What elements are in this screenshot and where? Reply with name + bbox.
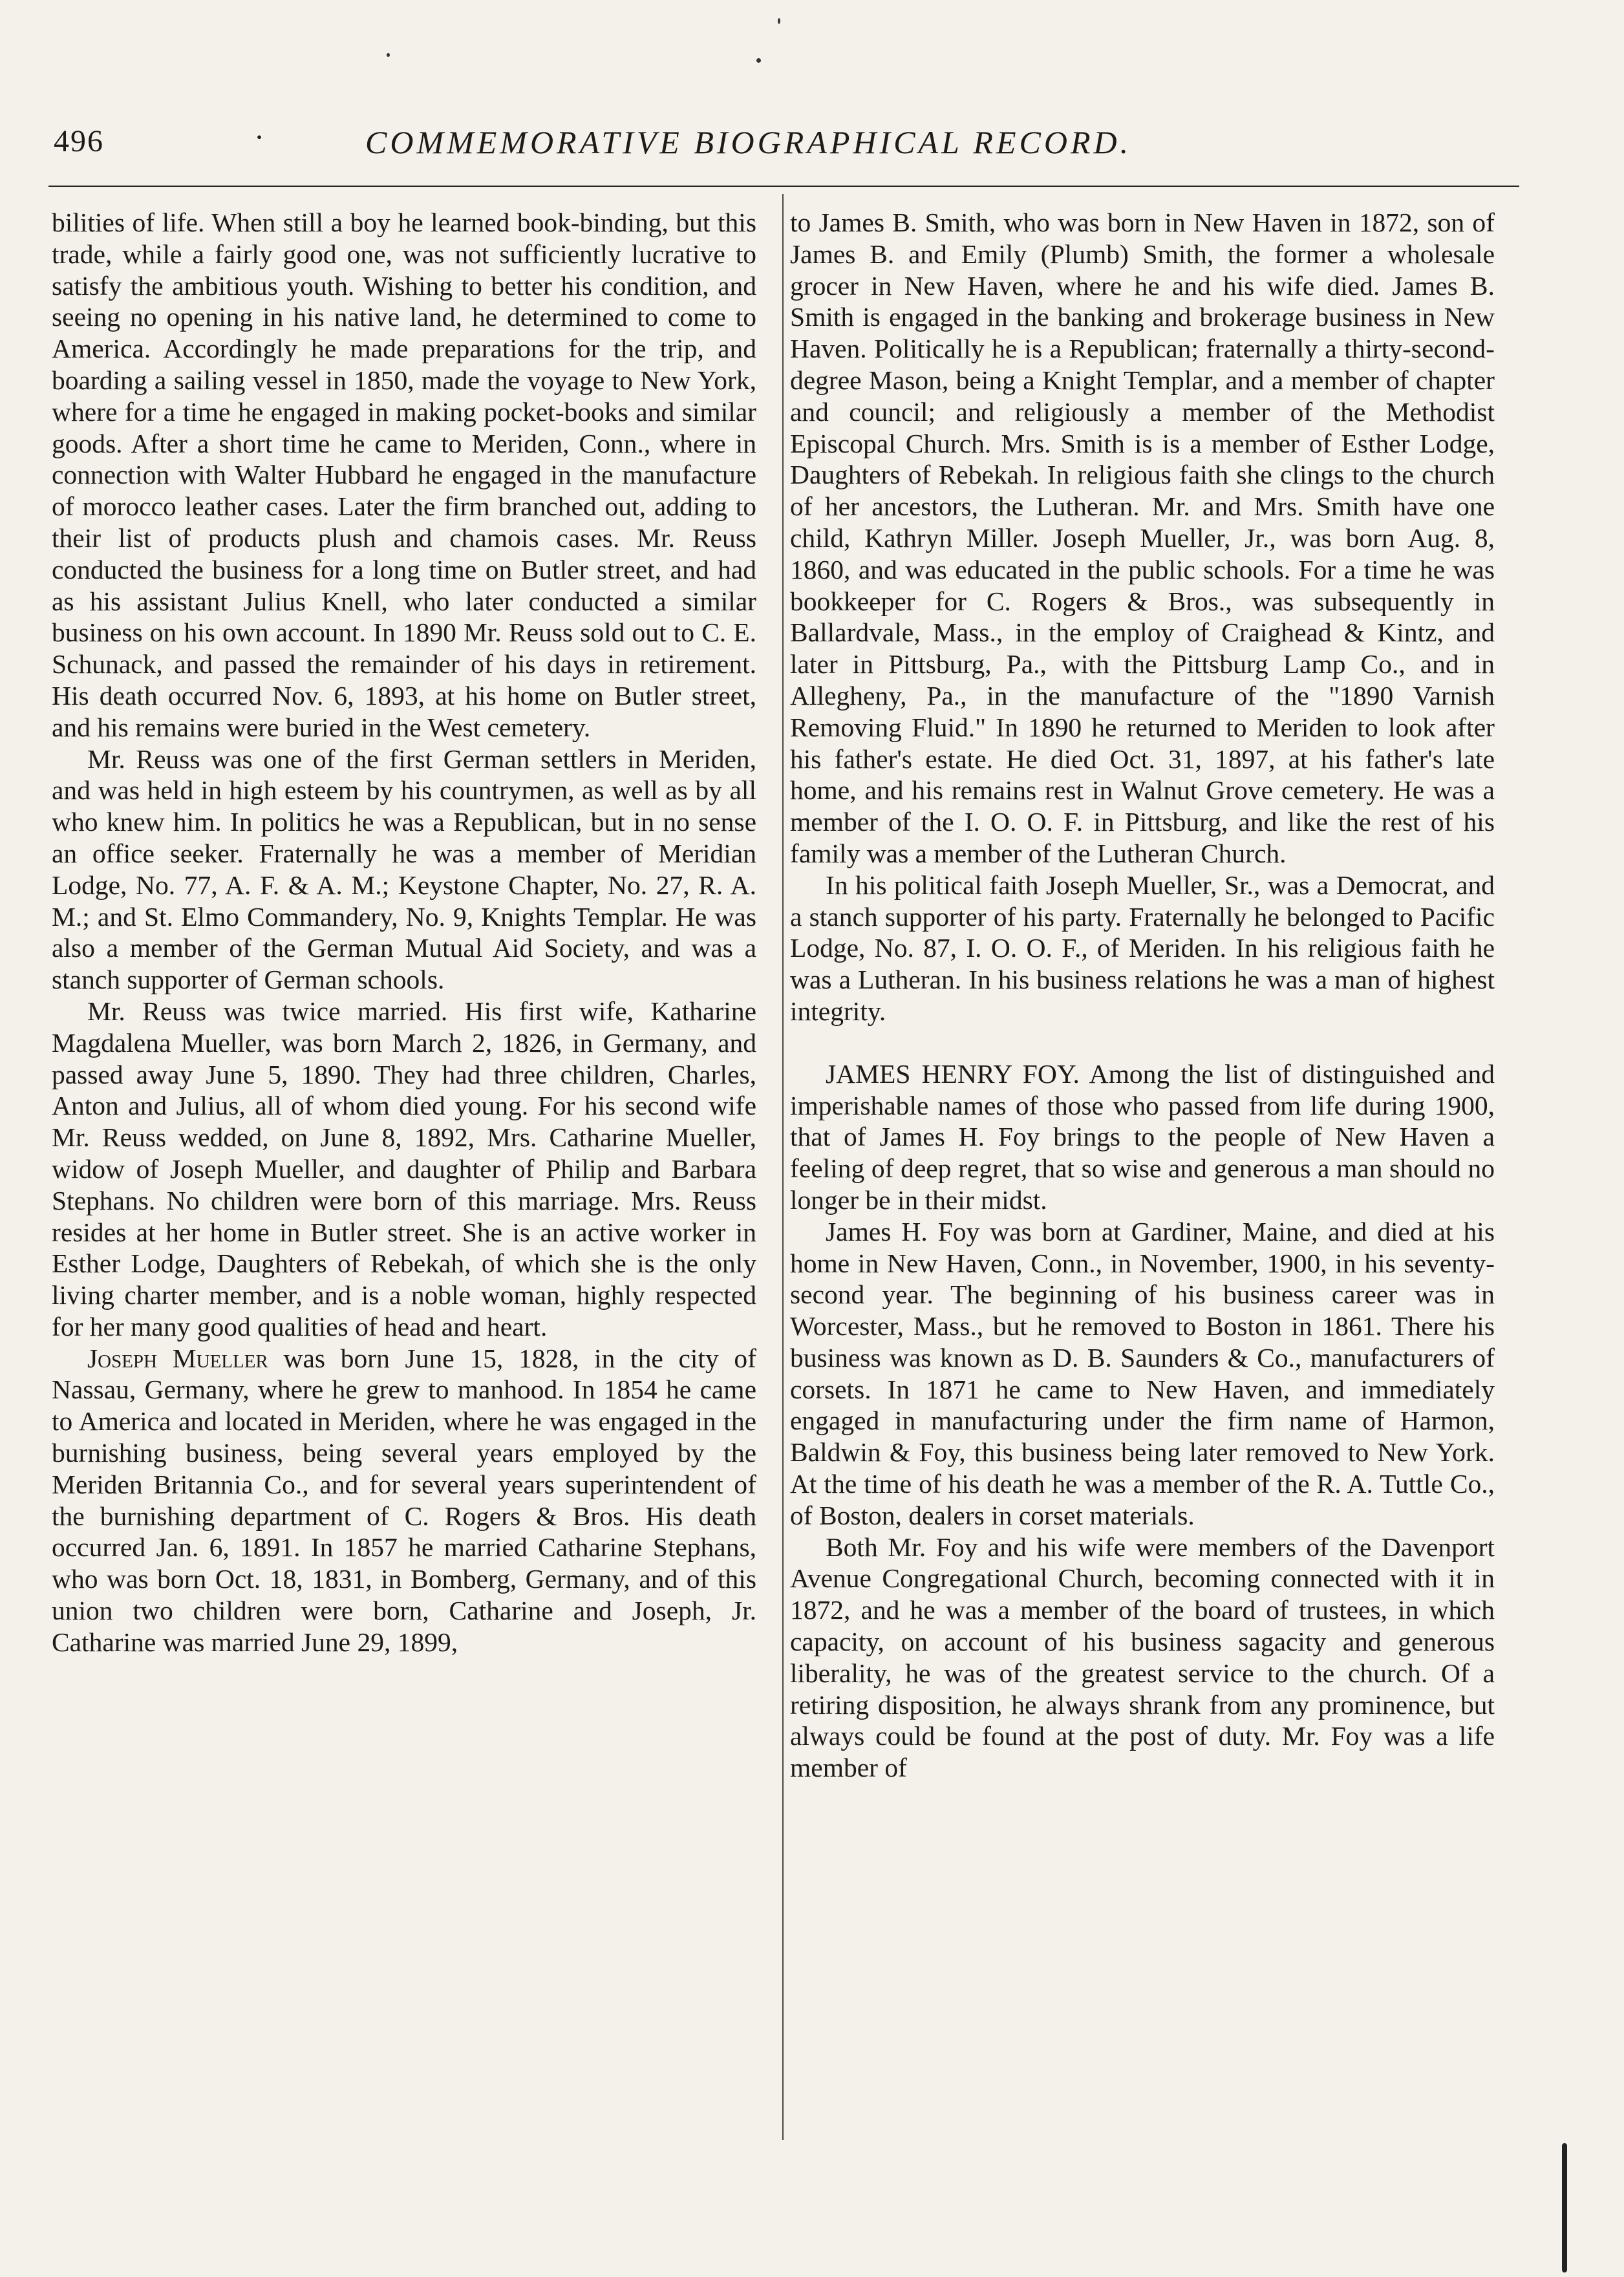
paragraph: Mr. Reuss was one of the first German settlers in Meriden, and was held in high esteem by his countrymen, as well as by all who knew him. In politics he was a Republican, but in no sense an office seeker. Fraternally he was a member of Meridian Lodge, No. 77, A. F. & A. M.; Keystone Chapter, No. 27, R. A. M.; and St. Elmo Commandery, No. 9, Knights Templar. He was also a member of the German Mutual Aid Society, and was a stanch supporter of German schools. [52,743,756,995]
left-column [52,207,756,1658]
paragraph: to James B. Smith, who was born in New Haven in 1872, son of James B. and Emily (Plumb) Smith, the former a wholesale grocer in New Haven, where he and his wife died. James B. Smith is engaged in the banking and brokerage business in New Haven. Politically he is a Republican; fraternally a thirty-second-degree Mason, being a Knight Templar, and a member of chapter and council; and religiously a member of the Methodist Episcopal Church. Mrs. Smith is is a member of Esther Lodge, Daughters of Rebekah. In religious faith she clings to the church of her ancestors, the Lutheran. Mr. and Mrs. Smith have one child, Kathryn Miller. Joseph Mueller, Jr., was born Aug. 8, 1860, and was educated in the public schools. For a time he was bookkeeper for C. Rogers & Bros., was subsequently in Ballardvale, Mass., in the employ of Craighead & Kintz, and later in Pittsburg, Pa., with the Pittsburg Lamp Co., and in Allegheny, Pa., in the manufacture of the "1890 Varnish Removing Fluid." In 1890 he returned to Meriden to look after his father's estate. He died Oct. 31, 1897, at his father's late home, and his remains rest in Walnut Grove cemetery. He was a member of the I. O. O. F. in Pittsburg, and like the rest of his family was a member of the Lutheran Church. [790,208,1495,868]
paragraph [52,1343,756,1658]
page-number: 496 [54,124,104,158]
header-rule [48,186,1519,187]
paragraph-text: Among the list of distinguished and imperishable names of those who passed from life during 1900, that of James H. Foy brings to the people of New Haven a feeling of deep regret, that so wise and generous a man should no longer be in their midst. [790,1058,1495,1215]
page-edge-mark [1562,2143,1567,2272]
paragraph: In his political faith Joseph Mueller, Sr., was a Democrat, and a stanch supporter of his party. Fraternally he belonged to Pacific Lodge, No. 87, I. O. O. F., of Meriden. In his religious faith he was a Lutheran. In his business relations he was a man of highest integrity. [790,870,1495,1026]
running-title: COMMEMORATIVE BIOGRAPHICAL RECORD. [365,124,1132,160]
paragraph [790,1058,1495,1216]
right-column [790,207,1495,1784]
print-speck [387,53,390,57]
paragraph: James H. Foy was born at Gardiner, Maine, and died at his home in New Haven, Conn., in November, 1900, in his seventy-second year. The beginning of his business career was in Worcester, Mass., but he removed to Boston in 1861. There his business was known as D. B. Saunders & Co., manufacturers of corsets. In 1871 he came to New Haven, and immediately engaged in manufacturing under the firm name of Harmon, Baldwin & Foy, this business being later removed to New York. At the time of his death he was a member of the R. A. Tuttle Co., of Boston, dealers in corset materials. [790,1216,1495,1530]
page-header [48,120,1519,178]
paragraph: Mr. Reuss was twice married. His first wife, Katharine Magdalena Mueller, was born March 2, 1826, in Germany, and passed away June 5, 1890. They had three children, Charles, Anton and Julius, all of whom died young. For his second wife Mr. Reuss wedded, on June 8, 1892, Mrs. Catharine Mueller, widow of Joseph Mueller, and daughter of Philip and Barbara Stephans. No children were born of this marriage. Mrs. Reuss resides at her home in Butler street. She is an active worker in Esther Lodge, Daughters of Rebekah, of which she is the only living charter member, and is a noble woman, highly respected for her many good qualities of head and heart. [52,996,756,1342]
paragraph: bilities of life. When still a boy he learned book-binding, but this trade, while a fairly good one, was not sufficiently lucrative to satisfy the ambitious youth. Wishing to better his condition, and seeing no opening in his native land, he determined to come to America. Accordingly he made preparations for the trip, and boarding a sailing vessel in 1850, made the voyage to New York, where for a time he engaged in making pocket-books and similar goods. After a short time he came to Meriden, Conn., where in connection with Walter Hubbard he engaged in the manufacture of morocco leather cases. Later the firm branched out, adding to their list of products plush and chamois cases. Mr. Reuss conducted the business for a long time on Butler street, and had as his assistant Julius Knell, who later conducted a similar business on his own account. In 1890 Mr. Reuss sold out to C. E. Schunack, and passed the remainder of his days in retirement. His death occurred Nov. 6, 1893, at his home on Butler street, and his remains were buried in the West cemetery. [52,208,756,742]
biography-heading: JAMES HENRY FOY. [826,1058,1080,1089]
print-speck [778,18,780,24]
print-speck [756,58,761,63]
paragraph-text: was born June 15, 1828, in the city of Nassau, Germany, where he grew to manhood. In 1854 he came to America and located in Meriden, where he was engaged in the burnishing business, being several years employed by the Meriden Britannia Co., and for several years superintendent of the burnishing department of C. Rogers & Bros. His death occurred Jan. 6, 1891. In 1857 he married Catharine Stephans, who was born Oct. 18, 1831, in Bomberg, Germany, and of this union two children were born, Catharine and Joseph, Jr. Catharine was married June 29, 1899, [52,1343,756,1657]
column-divider [782,194,784,2140]
paragraph: Both Mr. Foy and his wife were members of the Davenport Avenue Congregational Church, becoming connected with it in 1872, and he was a member of the board of trustees, in which capacity, on account of his business sagacity and generous liberality, he was of the greatest service to the church. Of a retiring disposition, he always shrank from any prominence, but always could be found at the post of duty. Mr. Foy was a life member of [790,1532,1495,1783]
header-separator: · [254,120,264,155]
biography-name: Joseph Mueller [87,1343,268,1373]
